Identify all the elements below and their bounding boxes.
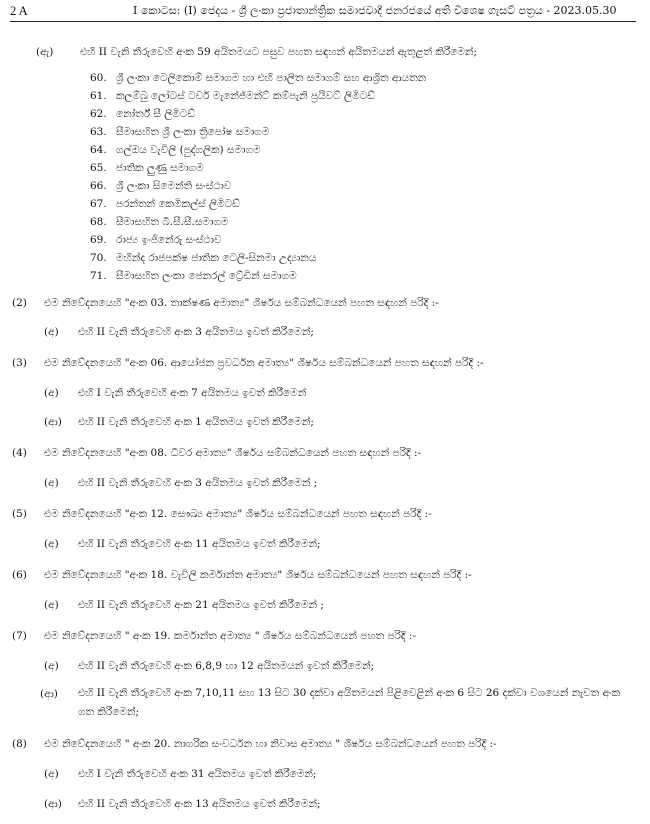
subsection-marker: (අ) xyxy=(44,599,59,611)
subsection-marker: (ආ) xyxy=(40,688,58,700)
list-item-text: රාජ්‍ය ඉංජිනේරු සංස්ථාව xyxy=(116,234,222,246)
section-number: (8) xyxy=(12,738,27,750)
section-text: එම නිවේදනයෙහි " අංක 19. කර්මාන්ත අමාත්‍ය " ශීර්ෂය සම්බන්ධයෙන් පහත පරිදි :- xyxy=(44,630,416,642)
list-item-text: ශ්‍රී ලංකා ටෙලිකොම් සමාගම හා එහි පාලිත සමාගම් සහ ආශ්‍රිත ආයතන xyxy=(116,72,427,84)
list-item-text: මහින්ද රාජපක්ෂ ජාතික ටෙලි-සිනමා උද්‍යානය xyxy=(116,252,317,264)
section-number: (6) xyxy=(12,569,27,581)
list-item-text: සීමාසහිත ලංකා ජෙනරල් ට්‍රේඩින් සමාගම xyxy=(116,270,297,282)
header-divider xyxy=(10,21,636,22)
subsection-text: එහි II වැනි තීරුවෙහි අංක 7,10,11 සහ 13 සිට 30 දක්වා අයිතමයන් පිළිවෙළින් අංක 6 සිට 26 දක්වා වශයෙන් නැවත අංක ගත කිරීමෙන්; xyxy=(78,687,621,718)
list-item-text: පරන්තන් කෙමිකල්ස් ලිමිටඩ් xyxy=(116,198,240,210)
subsection-marker: (අ) xyxy=(44,538,59,550)
subsection-text: එහි II වැනි තීරුවෙහි අංක 6,8,9 හා 12 අයිතමයන් ඉවත් කිරීමෙන්; xyxy=(78,660,375,672)
list-item-number: 60. xyxy=(90,72,107,84)
list-item-text: ජාතික ලුණු සමාගම xyxy=(116,162,204,174)
subsection-marker: (අ) xyxy=(44,768,59,780)
subsection-text: එහි II වැනි තීරුවෙහි අංක 21 අයිතමය ඉවත් කිරීමෙන් ; xyxy=(78,599,324,611)
subsection-text: එහි II වැනි තීරුවෙහි අංක 1 අයිතමය ඉවත් කිරීමෙන්; xyxy=(78,416,314,428)
section-number: (4) xyxy=(12,447,27,459)
list-item-text: ගල්ඔය වැවිලි (පුද්ගලික) සමාගම xyxy=(116,144,261,156)
subsection-marker: (ආ) xyxy=(44,416,62,428)
list-item-text: නෝර්ත් සී ලිමිටඩ් xyxy=(116,108,196,120)
list-item-number: 68. xyxy=(90,216,107,228)
list-item-number: 69. xyxy=(90,234,107,246)
page-number: 2 A xyxy=(10,4,28,18)
section-text: එම නිවේදනයෙහි "අංක 08. ධීවර අමාත්‍ය" ශීර්ෂය සම්බන්ධයෙන් පහත සඳහන් පරිදි :- xyxy=(44,447,422,459)
list-item-number: 64. xyxy=(90,144,107,156)
list-item-number: 70. xyxy=(90,252,107,264)
section-text: එම නිවේදනයෙහි "අංක 12. සෞඛ්‍ය අමාත්‍ය" ශීර්ෂය සම්බන්ධයෙන් පහත සඳහන් පරිදි :- xyxy=(44,508,432,520)
subsection-marker: (අ) xyxy=(44,326,59,338)
subsection-text: එහි II වැනි තීරුවෙහි අංක 3 අයිතමය ඉවත් කිරීමෙන් ; xyxy=(78,477,318,489)
list-item-text: කලම්බු ලෝටස් ටවර් මැනේජ්මන්ට් කම්පැනි ප්‍රයිවට් ලිමිටඩ් xyxy=(116,90,375,102)
section-number: (7) xyxy=(12,630,27,642)
subsection-text: එහි II වැනි තීරුවෙහි අංක 11 අයිතමය ඉවත් කිරීමෙන්; xyxy=(78,538,321,550)
list-item-number: 63. xyxy=(90,126,107,138)
page-header xyxy=(10,4,636,22)
gazette-header-title: I කොටස: (I) ජෙදය - ශ්‍රී ලංකා ප්‍රජාතාන්ත්‍රික සමාජවාදී ජනරජයේ අති විශෙෂ ගැසට් පත්‍රය - 2023.05.30 xyxy=(133,4,617,17)
subsection-text: එහි II වැනි තීරුවෙහි අංක 13 අයිතමය ඉවත් කිරීමෙන්; xyxy=(78,798,321,810)
section-text: එම නිවේදනයෙහි "අංක 06. ආයෝජන ප්‍රවර්ධන අමාත්‍ය" ශීර්ෂය සම්බන්ධයෙන් පහත සඳහන් පරිදි :- xyxy=(44,357,484,369)
list-item-text: ශ්‍රී ලංකා සිමෙන්ති සංස්ථාව xyxy=(116,180,232,192)
subsection-text: එහි I වැනි තීරුවෙහි අංක 31 අයිතමය ඉවත් කිරීමෙන්; xyxy=(78,768,317,780)
list-item-text: සීමාසහිත ශ්‍රී ලංකා ත්‍රිපෝෂ සමාගම xyxy=(116,126,270,138)
intro-text: එහි II වැනි තීරුවෙහි අංක 59 අයිතමයට පසුව පහත සඳහන් අයිතමයන් ඇතුළත් කිරීමෙන්; xyxy=(80,46,477,58)
intro-marker: (ඇ) xyxy=(36,46,54,58)
subsection-text: එහි II වැනි තීරුවෙහි අංක 3 අයිතමය ඉවත් කිරීමෙන්; xyxy=(78,326,314,338)
list-item-text: සීමාසහිත බී.සී.සී.සමාගම xyxy=(116,216,229,228)
list-item-number: 66. xyxy=(90,180,107,192)
subsection-marker: (ආ) xyxy=(44,798,62,810)
list-item-number: 71. xyxy=(90,270,107,282)
section-number: (5) xyxy=(12,508,27,520)
section-text: එම නිවේදනයෙහි " අංක 20. නාගරික සංවර්ධන හා නිවාස අමාත්‍ය " ශීර්ෂය සම්බන්ධයෙන් පහත පරිදි :- xyxy=(44,738,497,750)
subsection-text: එහි I වැනි තීරුවෙහි අංක 7 අයිතමය ඉවත් කිරීමෙන් xyxy=(78,387,307,399)
list-item-number: 62. xyxy=(90,108,107,120)
list-item-number: 65. xyxy=(90,162,107,174)
section-number: (2) xyxy=(12,297,27,309)
section-number: (3) xyxy=(12,357,27,369)
list-item-number: 61. xyxy=(90,90,107,102)
subsection-marker: (අ) xyxy=(44,477,59,489)
list-item-number: 67. xyxy=(90,198,107,210)
section-text: එම නිවේදනයෙහි "අංක 18. වැවිලි කර්මාන්ත අමාත්‍ය" ශීර්ෂය සම්බන්ධයෙන් පහත සඳහන් පරිදි :- xyxy=(44,569,472,581)
section-text: එම නිවේදනයෙහි "අංක 03. තාක්ෂණ අමාත්‍ය" ශීර්ෂය සම්බන්ධයෙන් පහත සඳහන් පරිදි :- xyxy=(44,297,439,309)
subsection-marker: (අ) xyxy=(44,387,59,399)
subsection-marker: (අ) xyxy=(44,660,59,672)
